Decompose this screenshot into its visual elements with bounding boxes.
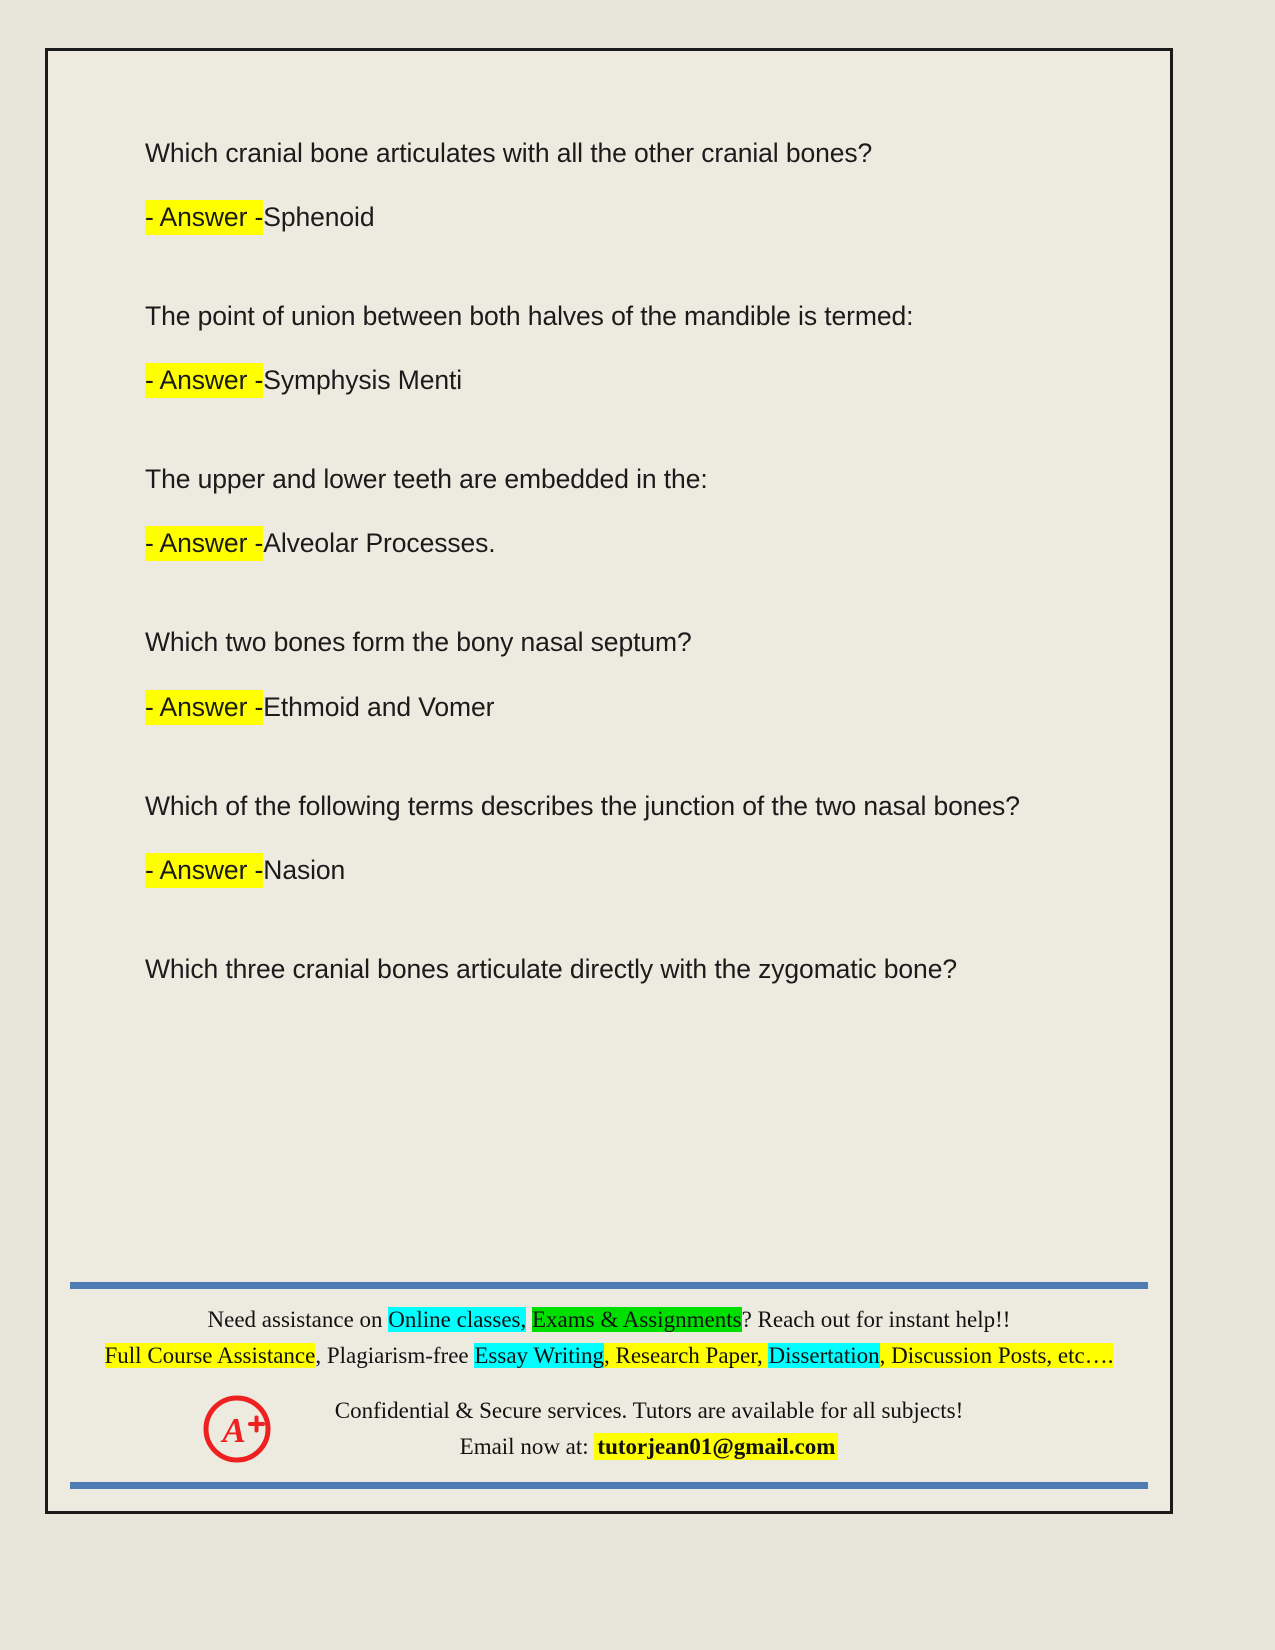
- svg-text:A: A: [222, 1411, 246, 1450]
- footer-divider-bottom: [70, 1482, 1148, 1489]
- answer-label: - Answer -: [145, 363, 263, 398]
- footer-contact-text: [300, 1394, 1148, 1465]
- email-line: [300, 1430, 998, 1465]
- qa-item: [145, 459, 1120, 562]
- confidential-note: Confidential & Secure services. Tutors are available for all subjects!: [334, 1397, 964, 1423]
- question-text: Which two bones form the bony nasal septum?: [145, 627, 692, 658]
- promo-line-2: [70, 1339, 1148, 1372]
- qa-item: [145, 622, 1120, 725]
- promo-research-paper: , Research Paper,: [604, 1342, 769, 1368]
- answer-value: Alveolar Processes.: [263, 528, 496, 559]
- answer-text: [145, 362, 1120, 399]
- answer-text: [145, 852, 1120, 889]
- answer-text: [145, 689, 1120, 726]
- promo-discussion-posts: , Discussion Posts, etc….: [879, 1342, 1114, 1368]
- footer-divider-top: [70, 1282, 1148, 1289]
- answer-value: Ethmoid and Vomer: [263, 691, 495, 722]
- answer-label: - Answer -: [145, 200, 263, 235]
- question-text: The upper and lower teeth are embedded in the:: [145, 464, 708, 495]
- qa-item: [145, 133, 1120, 236]
- promo-line-1: [70, 1303, 1148, 1336]
- qa-item: [145, 786, 1120, 889]
- promo-exams-assignments: Exams & Assignments: [532, 1307, 742, 1333]
- answer-label: - Answer -: [145, 690, 263, 725]
- promo-essay-writing: Essay Writing: [474, 1342, 604, 1368]
- answer-value: Sphenoid: [263, 202, 375, 233]
- question-text: The point of union between both halves of the mandible is termed:: [145, 301, 914, 332]
- qa-item: [145, 296, 1120, 399]
- question-text: Which of the following terms describes the junction of the two nasal bones?: [145, 790, 1020, 821]
- footer-contact-row: [70, 1392, 1148, 1466]
- answer-text: [145, 525, 1120, 562]
- a-plus-grade-icon: [200, 1392, 274, 1466]
- question-text: Which cranial bone articulates with all the other cranial bones?: [145, 138, 873, 168]
- promo-plagiarism-free: , Plagiarism-free: [315, 1342, 475, 1368]
- promo-outro-text: ? Reach out for instant help!!: [741, 1307, 1011, 1333]
- document-page: [45, 48, 1173, 1514]
- promo-intro-text: Need assistance on: [207, 1307, 389, 1333]
- answer-label: - Answer -: [145, 853, 263, 888]
- email-label: Email now at:: [459, 1434, 589, 1459]
- trailing-question-text: Which three cranial bones articulate directly with the zygomatic bone?: [145, 953, 957, 984]
- answer-value: Nasion: [263, 854, 346, 885]
- answer-label: - Answer -: [145, 526, 263, 561]
- answer-value: Symphysis Menti: [263, 365, 463, 396]
- document-body: [145, 133, 1120, 990]
- promo-full-course-assistance: Full Course Assistance: [104, 1342, 316, 1368]
- promo-online-classes: Online classes,: [388, 1307, 527, 1333]
- answer-text: [145, 199, 1120, 236]
- email-address[interactable]: tutorjean01@gmail.com: [594, 1433, 838, 1460]
- promo-dissertation: Dissertation: [768, 1342, 880, 1368]
- promo-footer: [70, 1282, 1148, 1489]
